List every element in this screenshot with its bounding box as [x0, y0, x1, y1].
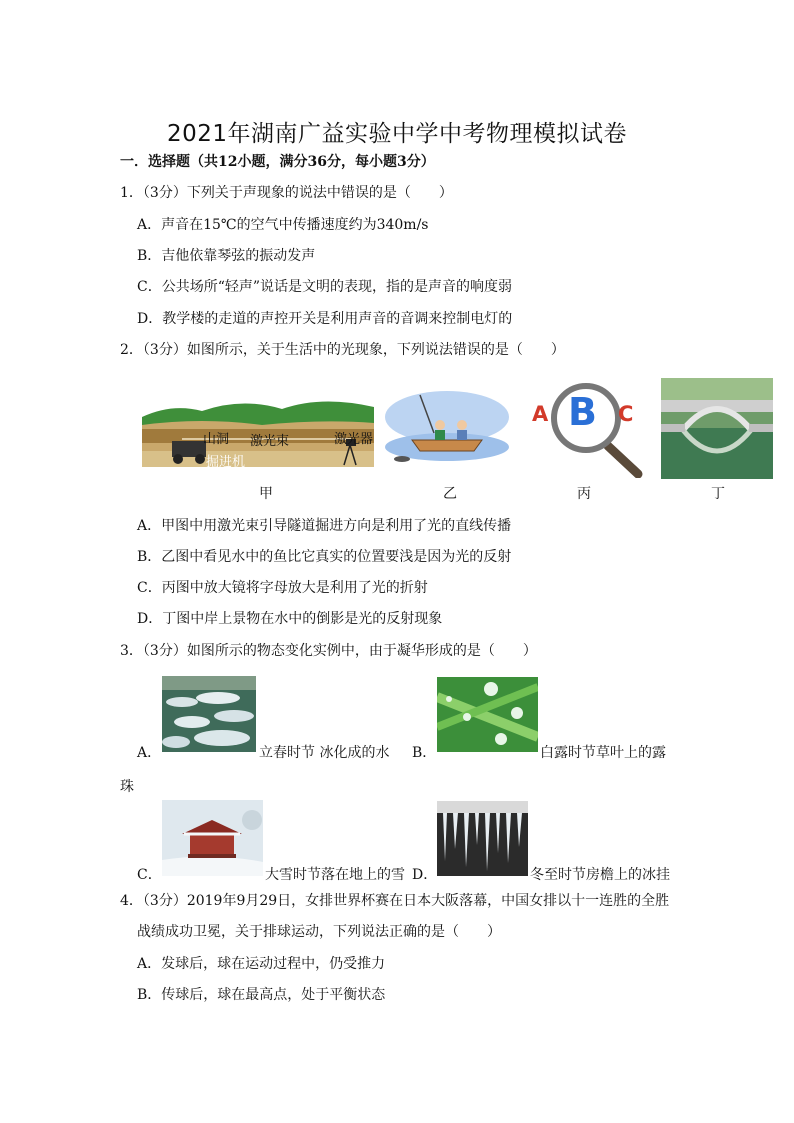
q4-option-a: A．发球后，球在运动过程中，仍受推力 — [137, 956, 386, 972]
section-heading: 一．选择题（共12小题，满分36分，每小题3分） — [120, 154, 435, 170]
q4-stem-line1: 4．（3分）2019年9月29日，女排世界杯赛在日本大阪落幕，中国女排以十一连胜的全胜 — [120, 893, 670, 909]
q2-option-b: B．乙图中看见水中的鱼比它真实的位置要浅是因为光的反射 — [137, 549, 512, 565]
caption-jia: 甲 — [259, 486, 273, 502]
q4-stem-line2: 战绩成功卫冕，关于排球运动，下列说法正确的是（ ） — [137, 924, 501, 940]
q1-option-c: C．公共场所“轻声”说话是文明的表现，指的是声音的响度弱 — [137, 279, 513, 295]
q3-image-b-dew-leaf — [437, 677, 538, 752]
q1-option-a: A．声音在15℃的空气中传播速度约为340m/s — [137, 217, 429, 233]
caption-yi: 乙 — [443, 486, 457, 502]
q3-option-a-text: 立春时节 冰化成的水 — [259, 745, 390, 761]
fig-letter-c: C — [618, 402, 634, 426]
q3-option-d-text: 冬至时节房檐上的冰挂 — [530, 867, 670, 883]
q3-image-d-icicles — [437, 801, 528, 876]
fig-label-laser: 激光器 — [334, 432, 374, 447]
q3-option-b-text: 白露时节草叶上的露 — [540, 745, 666, 761]
caption-bing: 丙 — [577, 486, 591, 502]
fig-letter-a: A — [532, 402, 549, 426]
q3-image-a-melting-ice — [162, 676, 256, 752]
fig-label-beam: 激光束 — [250, 434, 290, 449]
fig-label-machine: 掘进机 — [206, 455, 246, 470]
q4-option-b: B．传球后，球在最高点，处于平衡状态 — [137, 987, 386, 1003]
q1-option-d: D．教学楼的走道的声控开关是利用声音的音调来控制电灯的 — [137, 311, 513, 327]
figure-yi-boat-fishing — [382, 385, 512, 467]
q3-option-d-letter: D． — [412, 867, 438, 883]
figure-ding-bridge-reflection — [661, 378, 773, 479]
fig-letter-b: B — [568, 390, 597, 434]
caption-ding: 丁 — [711, 486, 725, 502]
q2-option-c: C．丙图中放大镜将字母放大是利用了光的折射 — [137, 580, 428, 596]
q3-option-c-text: 大雪时节落在地上的雪 — [265, 867, 405, 883]
q3-option-b-letter: B． — [412, 745, 437, 761]
q2-stem: 2．（3分）如图所示，关于生活中的光现象，下列说法错误的是（ ） — [120, 342, 565, 358]
q2-option-a: A．甲图中用激光束引导隧道掘进方向是利用了光的直线传播 — [137, 518, 512, 534]
page-title: 2021年湖南广益实验中学中考物理模拟试卷 — [166, 121, 628, 147]
q3-stem: 3．（3分）如图所示的物态变化实例中，由于凝华形成的是（ ） — [120, 643, 537, 659]
fig-label-tunnel: 山洞 — [203, 432, 230, 447]
q1-stem: 1．（3分）下列关于声现象的说法中错误的是（ ） — [120, 185, 453, 201]
q3-option-b-wrap: 珠 — [120, 779, 134, 795]
q3-image-c-snow-pavilion — [162, 800, 263, 876]
q2-option-d: D．丁图中岸上景物在水中的倒影是光的反射现象 — [137, 611, 443, 627]
q1-option-b: B．吉他依靠琴弦的振动发声 — [137, 248, 316, 264]
q3-option-c-letter: C． — [137, 867, 162, 883]
q3-option-a-letter: A． — [137, 745, 162, 761]
